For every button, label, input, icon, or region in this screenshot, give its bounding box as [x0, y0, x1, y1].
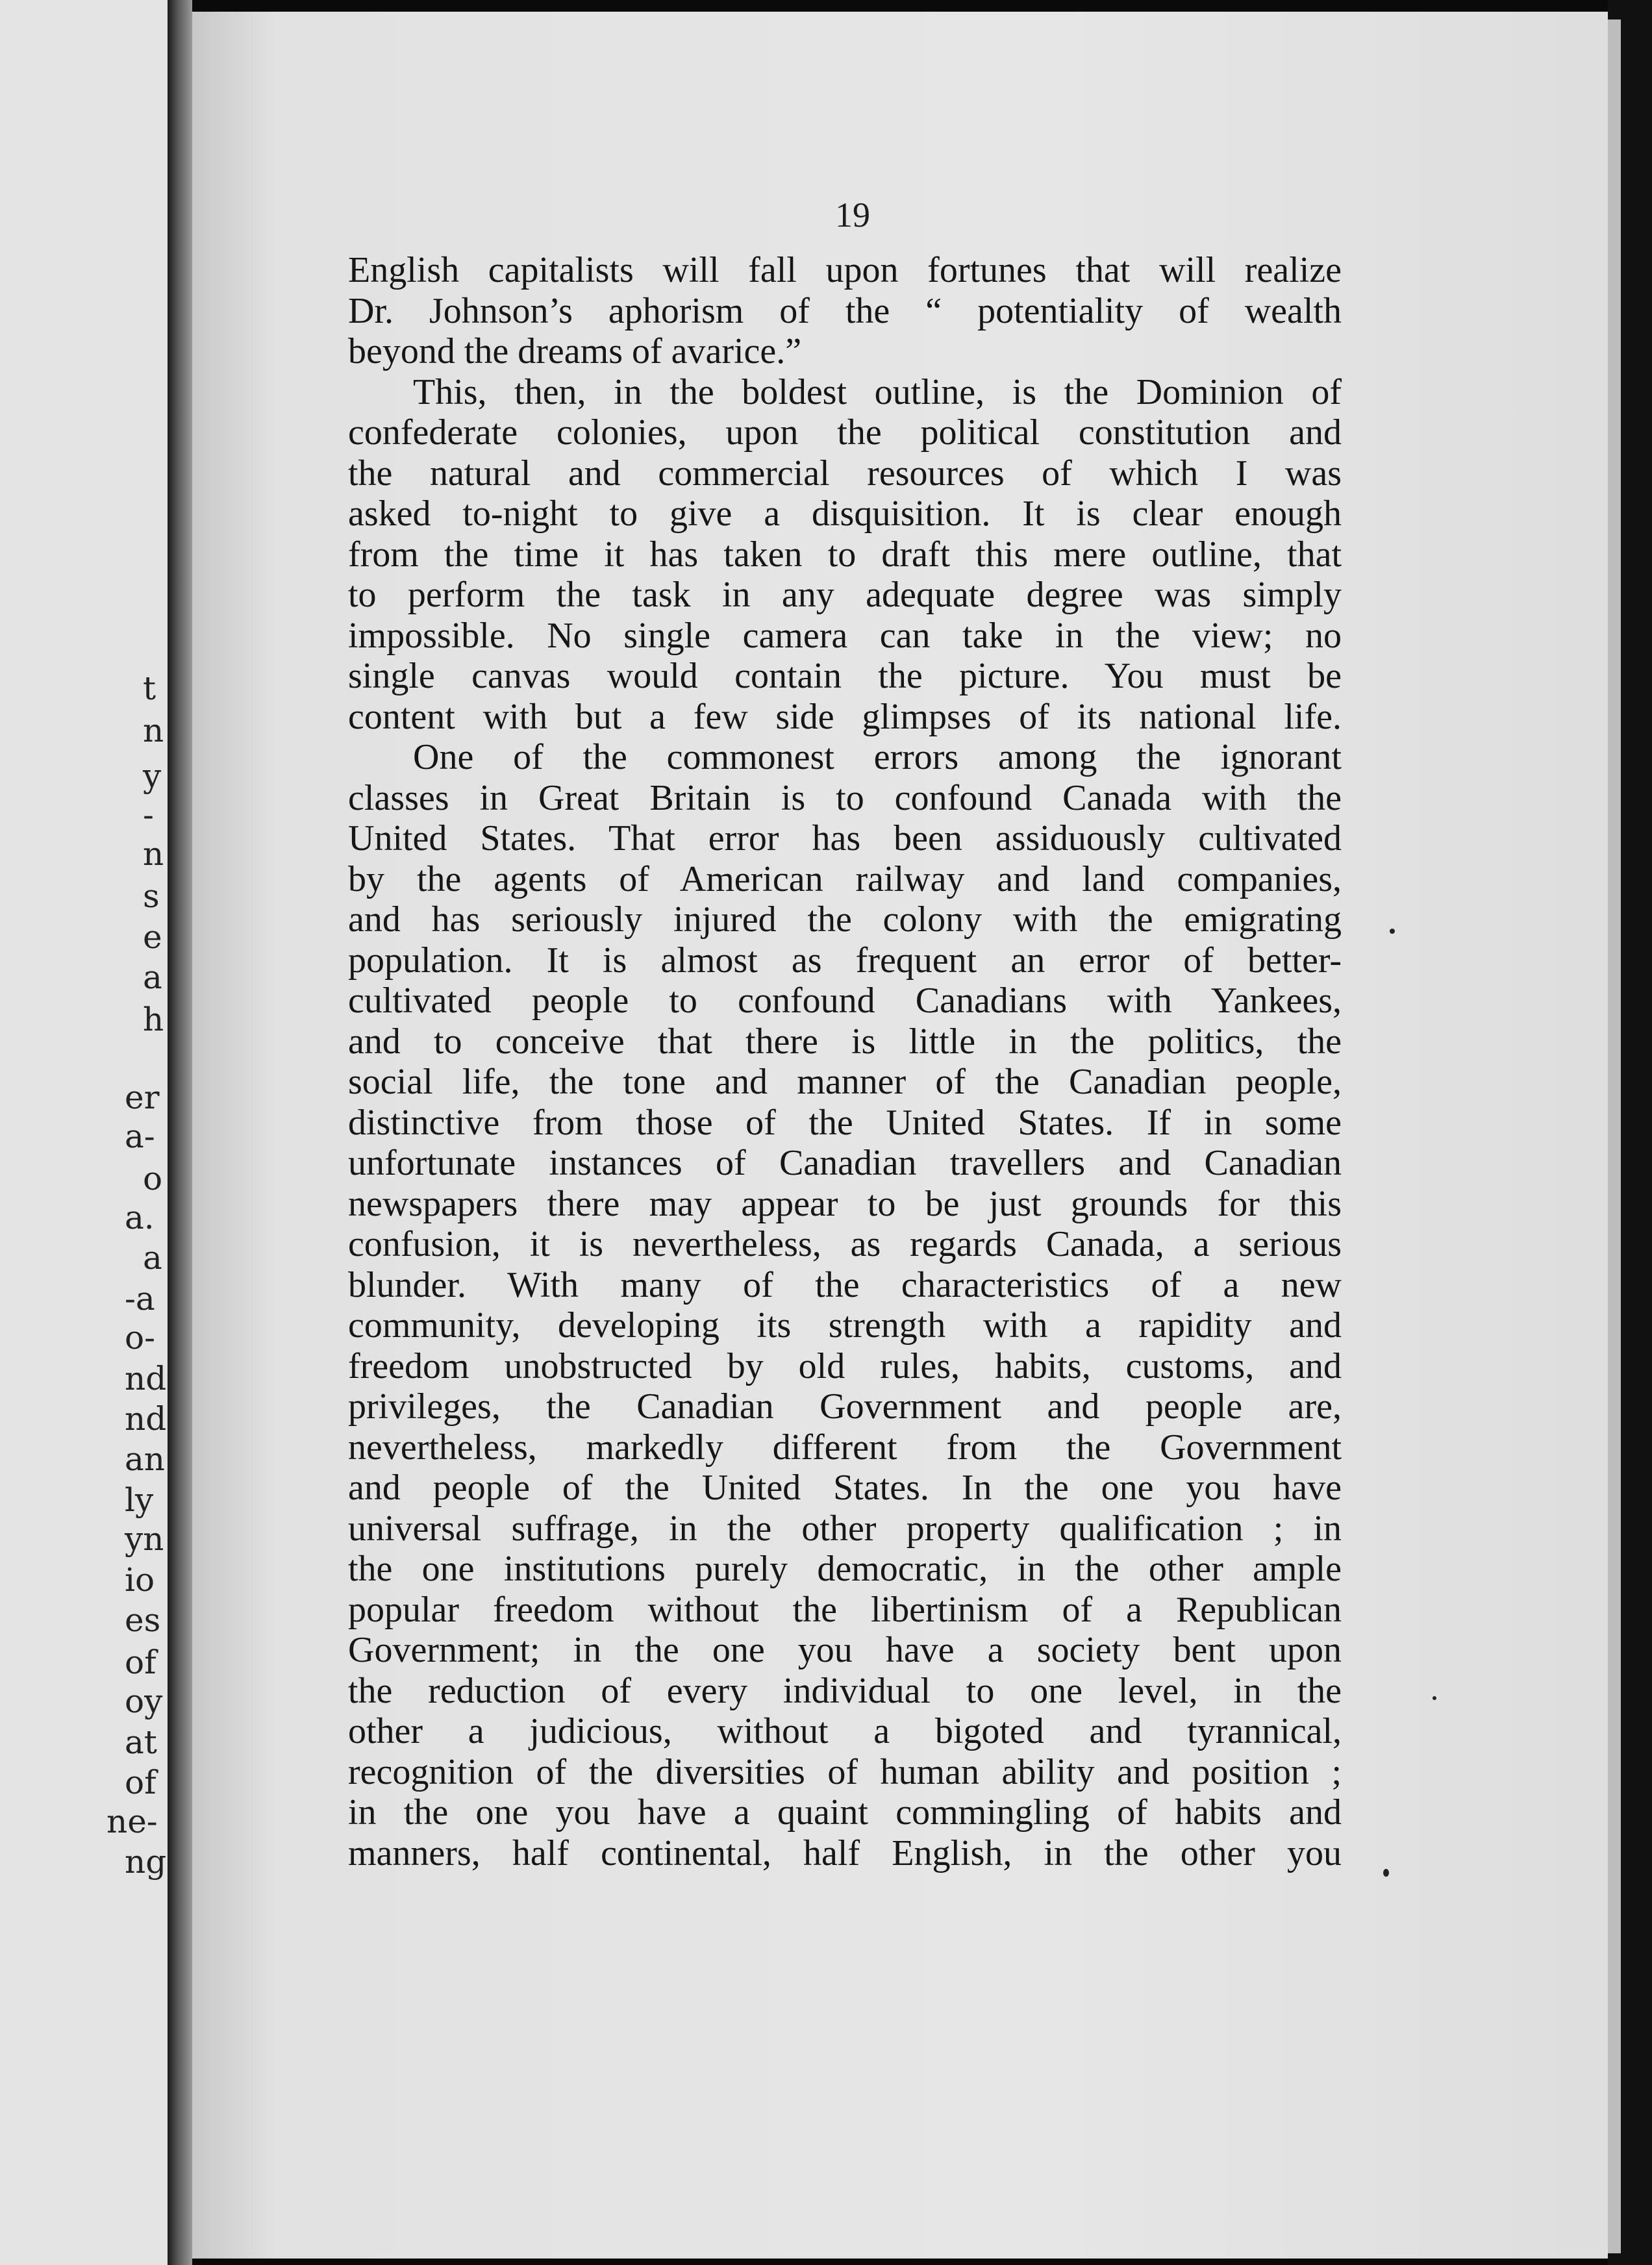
text-line: English capitalists will fall upon fortunes that will realize	[348, 250, 1342, 290]
left-page-fragment: n	[143, 712, 164, 749]
text-line: impossible. No single camera can take in the view; no	[348, 615, 1342, 656]
text-line: to perform the task in any adequate degree was simply	[348, 575, 1342, 615]
left-page-fragment: o-	[125, 1319, 155, 1357]
text-line: manners, half continental, half English, in the other you	[348, 1833, 1342, 1873]
text-line: newspapers there may appear to be just grounds for this	[348, 1183, 1342, 1224]
text-line: in the one you have a quaint commingling of habits and	[348, 1792, 1342, 1833]
left-page-fragment: nd	[125, 1400, 167, 1438]
left-page-fragment: -	[143, 796, 154, 834]
left-page-fragment: h	[143, 1001, 164, 1038]
text-line: confusion, it is nevertheless, as regards Canada, a serious	[348, 1224, 1342, 1264]
text-line: from the time it has taken to draft this mere outline, that	[348, 534, 1342, 575]
text-line: Government; in the one you have a society bent upon	[348, 1630, 1342, 1670]
text-line: the natural and commercial resources of which I was	[348, 453, 1342, 494]
text-line: single canvas would contain the picture. You must be	[348, 656, 1342, 696]
text-line: universal suffrage, in the other property qualification ; in	[348, 1508, 1342, 1549]
left-page-fragment: y	[143, 757, 162, 795]
text-line: and has seriously injured the colony with the emigrating	[348, 899, 1342, 940]
left-page-fragment: es	[125, 1601, 161, 1639]
text-line: unfortunate instances of Canadian travellers and Canadian	[348, 1143, 1342, 1183]
left-page-fragment: -a	[125, 1280, 155, 1318]
left-page-fragment: an	[125, 1440, 166, 1478]
text-line: content with but a few side glimpses of its national life.	[348, 696, 1342, 737]
left-page-fragment: o	[143, 1160, 163, 1197]
text-line: and to conceive that there is little in the politics, the	[348, 1021, 1342, 1062]
text-line: nevertheless, markedly different from the Government	[348, 1427, 1342, 1468]
left-page-fragment: n	[143, 835, 164, 873]
right-page-edge	[1608, 19, 1621, 2253]
left-page-fragment: a-	[125, 1118, 155, 1155]
text-line: and people of the United States. In the one you have	[348, 1468, 1342, 1508]
text-line: by the agents of American railway and land companies,	[348, 858, 1342, 899]
speck	[1390, 929, 1395, 934]
text-line: community, developing its strength with a rapidity and	[348, 1305, 1342, 1345]
text-line: One of the commonest errors among the ignorant	[413, 737, 1342, 777]
text-line: confederate colonies, upon the political constitution and	[348, 412, 1342, 453]
left-page-fragment: ng	[125, 1843, 167, 1881]
text-line: beyond the dreams of avarice.”	[348, 331, 802, 371]
text-line: cultivated people to confound Canadians with Yankees,	[348, 981, 1342, 1021]
text-line: the one institutions purely democratic, in the other ample	[348, 1549, 1342, 1589]
text-line: popular freedom without the libertinism of a Republican	[348, 1589, 1342, 1630]
text-line: classes in Great Britain is to confound Canada with the	[348, 777, 1342, 818]
left-page-fragment: nd	[125, 1360, 167, 1397]
speck	[1383, 1869, 1389, 1877]
book-gutter	[168, 0, 192, 2265]
left-page-fragment: t	[143, 669, 156, 707]
text-line: asked to-night to give a disquisition. It is clear enough	[348, 494, 1342, 534]
left-page-fragment: of	[125, 1644, 156, 1681]
left-page-fragment: of	[125, 1764, 156, 1801]
text-line: recognition of the diversities of human ability and position ;	[348, 1751, 1342, 1792]
text-line: privileges, the Canadian Government and people are,	[348, 1386, 1342, 1427]
speck	[1433, 1696, 1436, 1700]
text-line: the reduction of every individual to one level, in the	[348, 1670, 1342, 1711]
page-number: 19	[835, 195, 870, 234]
text-line: This, then, in the boldest outline, is the Dominion of	[413, 371, 1342, 412]
text-line: blunder. With many of the characteristics of a new	[348, 1264, 1342, 1305]
body-text	[348, 250, 1342, 1873]
left-page-fragment: er	[125, 1079, 160, 1116]
left-facing-page	[0, 0, 168, 2265]
left-page-fragment: s	[143, 877, 160, 915]
left-page-fragment: oy	[125, 1683, 163, 1720]
left-page-fragment: ne-	[106, 1803, 158, 1840]
text-line: social life, the tone and manner of the Canadian people,	[348, 1062, 1342, 1102]
text-line: distinctive from those of the United States. If in some	[348, 1102, 1342, 1143]
text-line: population. It is almost as frequent an error of better-	[348, 940, 1342, 981]
left-page-fragment: a.	[125, 1199, 155, 1236]
left-page-fragment: io	[125, 1561, 155, 1599]
left-page-fragment: ly	[125, 1481, 154, 1519]
left-page-fragment: yn	[125, 1520, 164, 1558]
text-line: Dr. Johnson’s aphorism of the “ potentiality of wealth	[348, 290, 1342, 331]
text-line: other a judicious, without a bigoted and tyrannical,	[348, 1711, 1342, 1751]
text-line: freedom unobstructed by old rules, habits, customs, and	[348, 1345, 1342, 1386]
left-page-fragment: a	[143, 958, 162, 996]
left-page-fragment: e	[143, 918, 162, 956]
left-page-fragment: at	[125, 1723, 157, 1761]
left-page-fragment: a	[143, 1239, 162, 1277]
text-line: United States. That error has been assiduously cultivated	[348, 818, 1342, 858]
